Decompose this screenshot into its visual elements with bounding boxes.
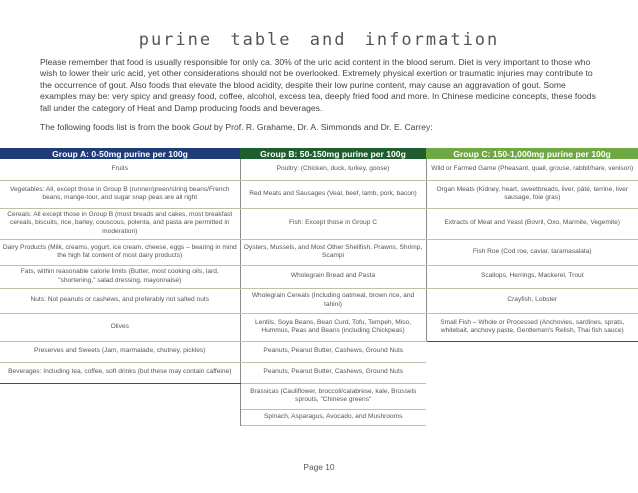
cell-group-c: Small Fish – Whole or Processed (Anchovies, sardines, sprats, whitebait, anchovy paste, Gentlemen's Relish, Thai fish sauce): [426, 313, 638, 341]
cell-group-b: Wholegrain Cereals (Including oatmeal, brown rice, and tahini): [240, 288, 426, 313]
cell-group-b: Lentils, Soya Beans, Bean Curd, Tofu, Tempeh, Miso, Hummus, Peas and Beans (including Chickpeas): [240, 313, 426, 341]
cell-group-b: Wholegrain Bread and Pasta: [240, 265, 426, 288]
table-row: [0, 288, 638, 313]
cell-group-c: [426, 409, 638, 425]
page-number: Page 10: [303, 462, 335, 472]
header-group-b: Group B: 50-150mg purine per 100g: [240, 148, 426, 159]
table-row: [0, 239, 638, 265]
cell-group-c: Crayfish, Lobster: [426, 288, 638, 313]
cell-group-a: Vegetables: All, except those in Group B (runner/green/string beans/French beans, mange-tour, and sugar snap peas are all right: [0, 180, 240, 208]
cell-group-c: Wild or Farmed Game (Pheasant, quail, grouse, rabbit/hare, venison): [426, 159, 638, 180]
cell-group-a: Dairy Products (Milk, creams, yogurt, ice cream, cheese, eggs – bearing in mind the high fat content of most dairy products): [0, 239, 240, 265]
cell-group-b: Peanuts, Peanut Butter, Cashews, Ground Nuts: [240, 341, 426, 362]
cell-group-a: Olives: [0, 313, 240, 341]
table-row: [0, 313, 638, 341]
cell-group-a: Beverages: Including tea, coffee, soft drinks (but these may contain caffeine): [0, 362, 240, 383]
cell-group-c: [426, 341, 638, 362]
intro-text: [40, 57, 600, 141]
header-group-c: Group C: 150-1,000mg purine per 100g: [426, 148, 638, 159]
table-row: [0, 208, 638, 239]
table-row: [0, 159, 638, 180]
cell-group-b: Spinach, Asparagus, Avocado, and Mushrooms: [240, 409, 426, 425]
cell-group-b: Poultry: (Chicken, duck, turkey, goose): [240, 159, 426, 180]
cell-group-c: Organ Meats (Kidney, heart, sweetbreads, liver, pâté, terrine, liver sausage, foie gras): [426, 180, 638, 208]
cell-group-c: Extracts of Meat and Yeast (Bovril, Oxo, Marmite, Vegemite): [426, 208, 638, 239]
intro-paragraph-1: Please remember that food is usually responsible for only ca. 30% of the uric acid content in the blood serum. Diet is very important to those who wish to lower their uric acid, yet other considerations should not be overlooked. Extremely physical exertion or traumatic injuries may contribute to the occurrence of gout. Also foods that elevate the blood acidity, despite their low purine content, may cause an aggravation of gout. Some examples may be: very spicy and greasy food, coffee, alcohol, excess tea, deeply fried food and more. In Chinese medicine concepts, these foods fall under the category of Heat and Damp producing foods and beverages.: [40, 57, 596, 113]
table-row: [0, 409, 638, 425]
cell-group-a: [0, 409, 240, 425]
cell-group-c: Scallops, Herrings, Mackerel, Trout: [426, 265, 638, 288]
purine-table: [0, 148, 638, 426]
cell-group-a: Fats, within reasonable calorie limits (Butter, most cooking oils, lard, "shortening," salad dressing, mayonnaise): [0, 265, 240, 288]
table-row: [0, 265, 638, 288]
cell-group-a: [0, 383, 240, 409]
header-group-a: Group A: 0-50mg purine per 100g: [0, 148, 240, 159]
table-header-row: [0, 148, 638, 159]
table-body: [0, 159, 638, 425]
table-row: [0, 180, 638, 208]
cell-group-b: Fish: Except those in Group C: [240, 208, 426, 239]
table-row: [0, 341, 638, 362]
cell-group-b: Oysters, Mussels, and Most Other Shellfish, Prawns, Shrimp, Scampi: [240, 239, 426, 265]
cell-group-c: Fish Roe (Cod roe, caviar, taramasalata): [426, 239, 638, 265]
cell-group-a: Preserves and Sweets (Jam, marmalade, chutney, pickles): [0, 341, 240, 362]
page-title: purine table and information: [138, 30, 500, 50]
table-row: [0, 362, 638, 383]
intro-paragraph-2: [40, 122, 600, 133]
cell-group-b: Red Meats and Sausages (Veal, beef, lamb, pork, bacon): [240, 180, 426, 208]
cell-group-a: Nuts: Not peanuts or cashews, and preferably not salted nuts: [0, 288, 240, 313]
cell-group-a: Fruits: [0, 159, 240, 180]
book-title: Gout: [192, 122, 212, 133]
cell-group-b: Brassicas (Cauliflower, broccoli/calabrese, kale, Brussels sprouts, "Chinese greens": [240, 383, 426, 409]
cell-group-c: [426, 362, 638, 383]
table-row: [0, 383, 638, 409]
intro-source-suffix: by Prof. R. Grahame, Dr. A. Simmonds and Dr. E. Carrey:: [211, 122, 433, 133]
cell-group-b: Peanuts, Peanut Butter, Cashews, Ground Nuts: [240, 362, 426, 383]
intro-source-prefix: The following foods list is from the book: [40, 122, 193, 133]
cell-group-c: [426, 383, 638, 409]
cell-group-a: Cereals: All except those in Group B (most breads and cakes, most breakfast cereals, biscuits, rice, barley, couscous, polenta, and pasta are permitted in moderation): [0, 208, 240, 239]
